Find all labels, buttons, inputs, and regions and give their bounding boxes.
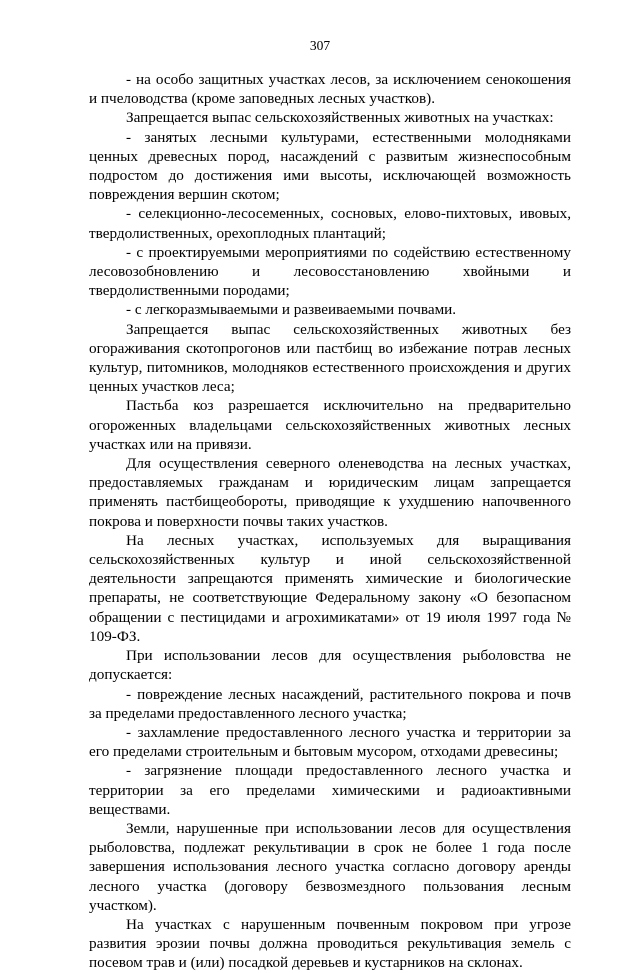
paragraph: При использовании лесов для осуществления рыболовства не допускается: [89,647,571,684]
paragraph: - с проектируемыми мероприятиями по содействию естественному лесовозобновлению и лесовосстановлению хвойными и твердолиственными породами; [89,243,571,300]
paragraph: - повреждение лесных насаждений, растительного покрова и почв за пределами предоставленного лесного участка; [89,685,571,722]
paragraph: - на особо защитных участках лесов, за исключением сенокошения и пчеловодства (кроме заповедных лесных участков). [89,71,571,108]
paragraph: На участках с нарушенным почвенным покровом при угрозе развития эрозии почвы должна проводиться рекультивация земель с посевом трав и (или) посадкой деревьев и кустарников на склонах. [89,915,571,972]
paragraph: - захламление предоставленного лесного участка и территории за его пределами строительным и бытовым мусором, отходами древесины; [89,723,571,761]
paragraph: Земли, нарушенные при использовании лесов для осуществления рыболовства, подлежат рекультивации в срок не более 1 года после завершения использования лесного участка согласно договору аренды лесного участка (договору безвозмездного пользования лесным участком). [89,819,571,914]
page-number: 307 [309,38,331,53]
paragraph: - загрязнение площади предоставленного лесного участка и территории за его пределами химическими и радиоактивными веществами. [89,762,571,818]
paragraph: - с легкоразмываемыми и развеиваемыми почвами. [126,301,457,319]
paragraph: Пастьба коз разрешается исключительно на предварительно огороженных владельцами сельскохозяйственных животных лесных участках или на привязи. [89,397,571,453]
paragraph: - селекционно-лесосеменных, сосновых, елово-пихтовых, ивовых, твердолиственных, орехоплодных плантаций; [89,205,571,242]
paragraph: На лесных участках, используемых для выращивания сельскохозяйственных культур и иной сельскохозяйственной деятельности запрещаются применять химические и биологические препараты, не соответствующие Федеральному закону «О безопасном обращении с пестицидами и агрохимикатами» от 19 июля 1997 года № 109-ФЗ. [89,531,571,645]
paragraph: - занятых лесными культурами, естественными молодняками ценных древесных пород, насаждений с развитым жизнеспособным подростом до достижения ими высоты, исключающей возможность повреждения вершин скотом; [89,128,571,204]
paragraph: Для осуществления северного оленеводства на лесных участках, предоставляемых гражданам и юридическим лицам запрещается применять пастбищеобороты, приводящие к ухудшению напочвенного покрова и поверхности почвы таких участков. [89,455,571,530]
document-body [89,70,571,973]
paragraph: Запрещается выпас сельскохозяйственных животных на участках: [126,109,554,127]
paragraph: Запрещается выпас сельскохозяйственных животных без огораживания скотопрогонов или пастбищ во избежание потрав лесных культур, питомников, молодняков естественного происхождения и других ценных участков леса; [89,320,571,396]
